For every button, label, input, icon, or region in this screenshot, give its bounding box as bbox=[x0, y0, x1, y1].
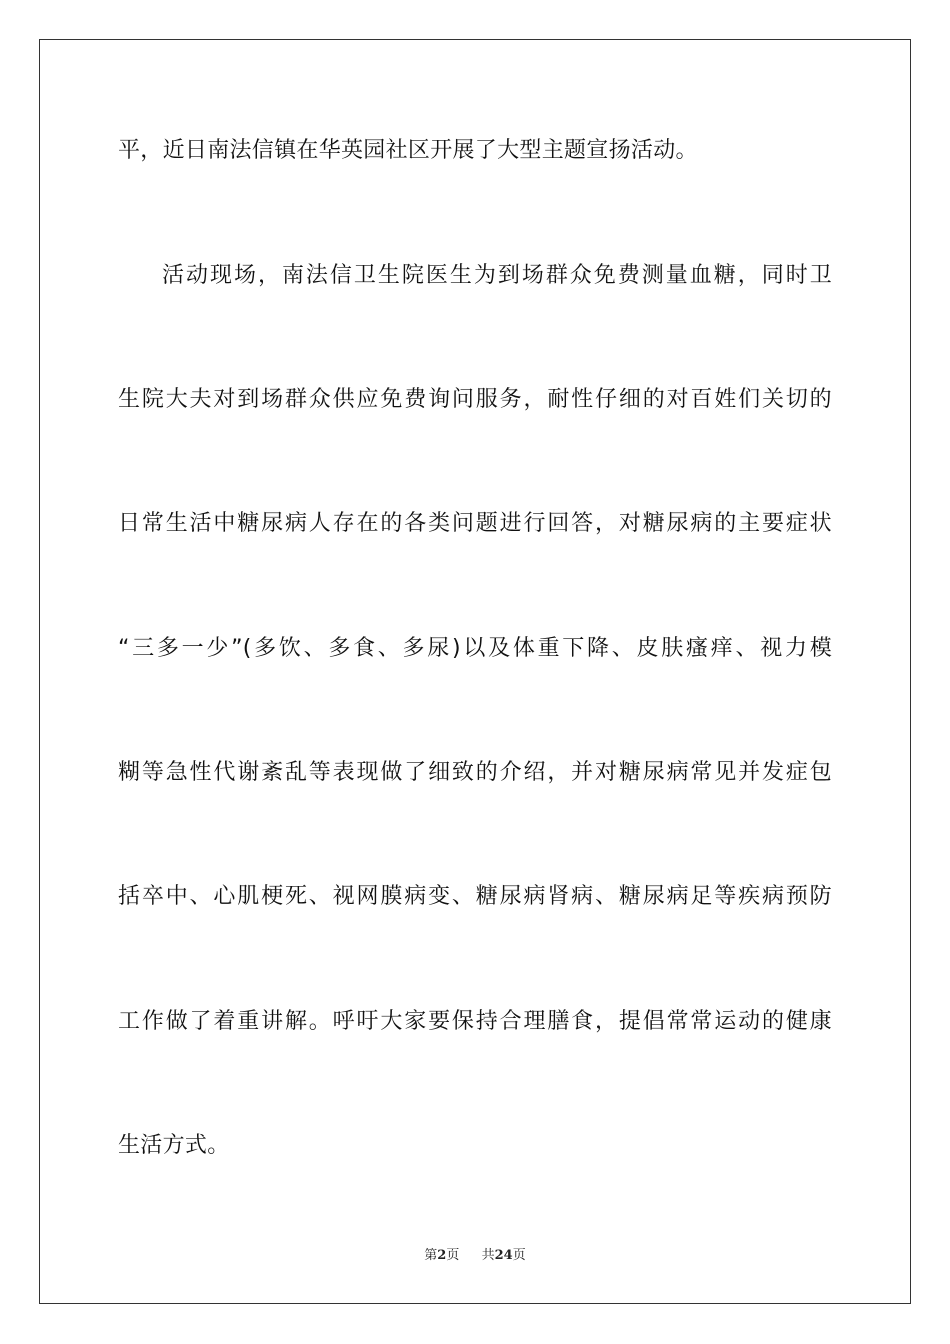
paragraph-line: 生院大夫对到场群众供应免费询问服务，耐性仔细的对百姓们关切的 bbox=[118, 387, 832, 412]
page-number: 2 bbox=[437, 1248, 447, 1263]
paragraph-line: 活动现场，南法信卫生院医生为到场群众免费测量血糖，同时卫 bbox=[162, 263, 832, 288]
paragraph-line: 平，近日南法信镇在华英园社区开展了大型主题宣扬活动。 bbox=[118, 138, 698, 163]
paragraph-line: 括卒中、心肌梗死、视网膜病变、糖尿病肾病、糖尿病足等疾病预防 bbox=[118, 884, 832, 909]
paragraph-line: 糊等急性代谢紊乱等表现做了细致的介绍，并对糖尿病常见并发症包 bbox=[118, 760, 832, 785]
paragraph-line: “三多一少”(多饮、多食、多尿)以及体重下降、皮肤瘙痒、视力模 bbox=[118, 636, 832, 661]
page-suffix: 页 bbox=[446, 1248, 460, 1263]
paragraph-line: 日常生活中糖尿病人存在的各类问题进行回答，对糖尿病的主要症状 bbox=[118, 511, 832, 536]
page-border bbox=[39, 39, 911, 1304]
total-prefix: 共 bbox=[481, 1248, 495, 1263]
page-prefix: 第 bbox=[424, 1248, 438, 1263]
paragraph-line: 生活方式。 bbox=[118, 1133, 230, 1158]
paragraph-line: 工作做了着重讲解。呼吁大家要保持合理膳食，提倡常常运动的健康 bbox=[118, 1009, 832, 1034]
page-footer bbox=[0, 1247, 950, 1265]
total-suffix: 页 bbox=[512, 1248, 526, 1263]
total-pages: 24 bbox=[494, 1248, 513, 1263]
